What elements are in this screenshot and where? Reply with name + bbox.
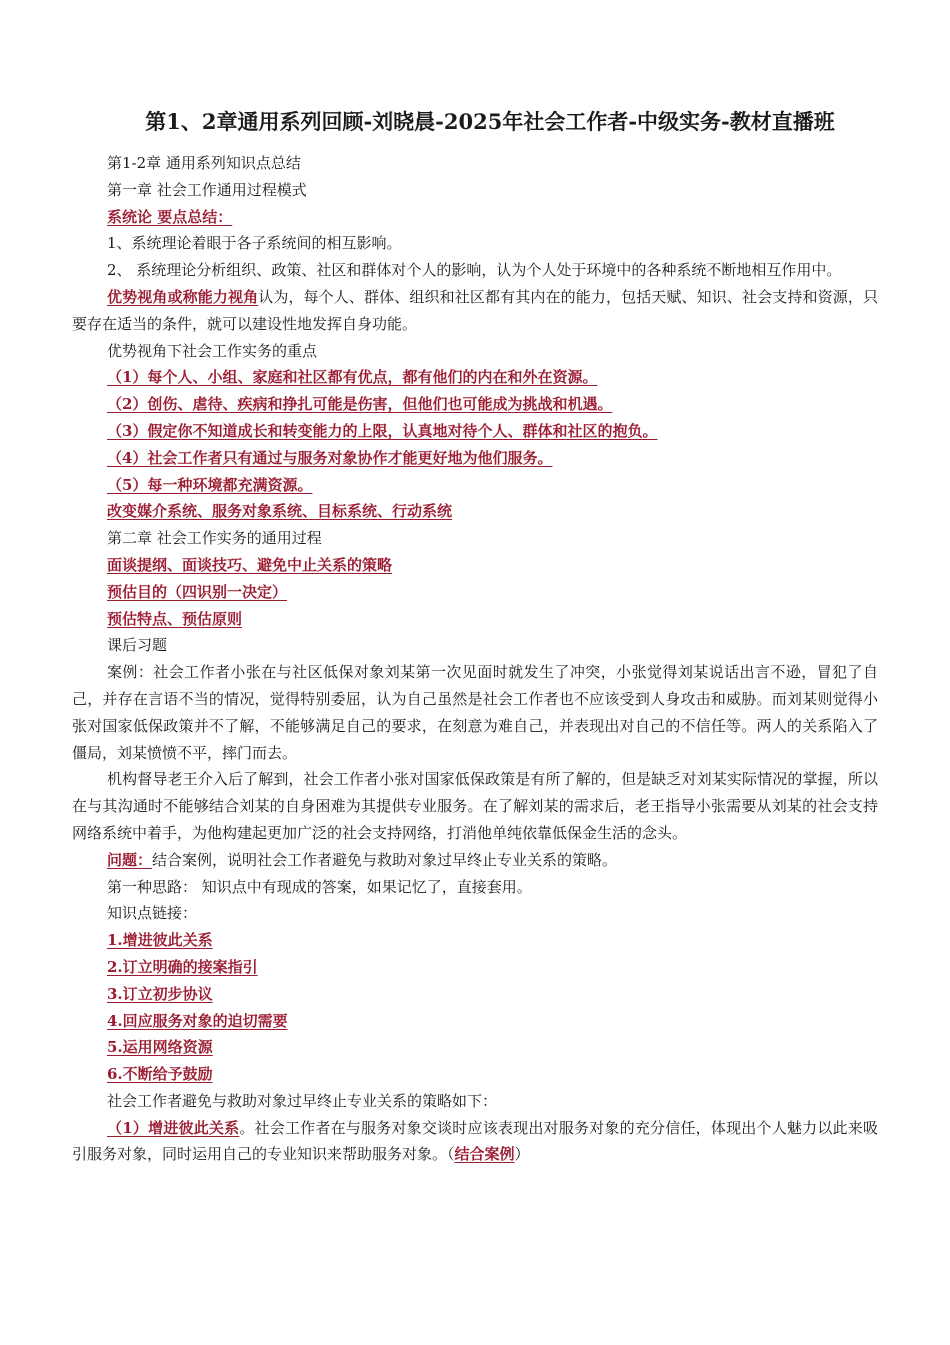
knowledge-link-line (72, 954, 878, 981)
strategy-1-close: ） (514, 1145, 530, 1164)
approach-text: 第一种思路： 知识点中有现成的答案，如果记忆了，直接套用。 (107, 877, 532, 896)
chapter2-point-line (72, 579, 878, 606)
strength-perspective-text: 认为，每个人、群体、组织和社区都有其内在的能力，包括天赋、知识、社会支持和资源，只要存在适当的条件，就可以建设性地发挥自身功能。 (72, 287, 878, 333)
case-paragraph-2: 机构督导老王介入后了解到，社会工作者小张对国家低保政策是有所了解的，但是缺乏对刘某实际情况的掌握，所以在与其沟通时不能够结合刘某的自身困难为其提供专业服务。在了解刘某的需求后，老王指导小张需要从刘某的社会支持网络系统中着手，为他构建起更加广泛的社会支持网络，打消他单纯依靠低保金生活的念头。 (72, 770, 878, 842)
chapter2-point-line (72, 552, 878, 579)
knowledge-link-item: 1.增进彼此关系 (107, 931, 213, 950)
knowledge-link-line (72, 981, 878, 1008)
exercise-heading: 课后习题 (107, 636, 168, 655)
strategy-1-label: （1）增进彼此关系 (107, 1118, 240, 1137)
summary-heading: 第1-2章 通用系列知识点总结 (107, 154, 301, 172)
question-label: 问题： (107, 850, 153, 869)
knowledge-link-item: 4.回应服务对象的迫切需要 (107, 1011, 288, 1030)
knowledge-link-item: 6.不断给予鼓励 (107, 1065, 213, 1084)
document-body (72, 150, 878, 1168)
knowledge-link-line (72, 927, 878, 954)
strength-point: （5）每一种环境都充满资源。 (107, 475, 313, 494)
knowledge-link-heading: 知识点链接： (107, 904, 198, 923)
strength-point-line (72, 364, 878, 391)
knowledge-link-line (72, 1034, 878, 1061)
chapter1-heading: 第一章 社会工作通用过程模式 (107, 180, 307, 199)
strength-focus-heading: 优势视角下社会工作实务的重点 (107, 341, 318, 360)
chapter2-point-line (72, 606, 878, 633)
strength-point: （3）假定你不知道成长和转变能力的上限，认真地对待个人、群体和社区的抱负。 (107, 421, 658, 440)
strength-point: （2）创伤、虐待、疾病和挣扎可能是伤害，但他们也可能成为挑战和机遇。 (107, 395, 613, 414)
strength-point-line (72, 472, 878, 499)
chapter2-point: 预估目的（四识别一决定） (107, 582, 288, 601)
strength-point: （4）社会工作者只有通过与服务对象协作才能更好地为他们服务。 (107, 448, 553, 467)
strategy-1-text: 。社会工作者在与服务对象交谈时应该表现出对服务对象的充分信任，体现出个人魅力以此来吸引服务对象，同时运用自己的专业知识来帮助服务对象。（ (72, 1118, 878, 1164)
systems-theory-label: 系统论 要点总结： (107, 207, 233, 226)
strength-point-line (72, 391, 878, 418)
systems-types: 改变媒介系统、服务对象系统、目标系统、行动系统 (107, 502, 453, 521)
knowledge-link-item: 5.运用网络资源 (107, 1038, 213, 1057)
strength-perspective-paragraph (72, 284, 878, 338)
chapter2-point: 预估特点、预估原则 (107, 609, 243, 628)
strength-point-line (72, 445, 878, 472)
question-text: 结合案例，说明社会工作者避免与救助对象过早终止专业关系的策略。 (152, 850, 618, 869)
knowledge-link-line (72, 1061, 878, 1088)
case-paragraph-1: 案例：社会工作者小张在与社区低保对象刘某第一次见面时就发生了冲突，小张觉得刘某说话出言不逊，冒犯了自己，并存在言语不当的情况，觉得特别委屈，认为自己虽然是社会工作者也不应该受到人身攻击和威胁。而刘某则觉得小张对国家低保政策并不了解，不能够满足自己的要求，在刻意为难自己，并表现出对自己的不信任等。两人的关系陷入了僵局，刘某愤愤不平，摔门而去。 (72, 663, 878, 762)
strength-point-line (72, 418, 878, 445)
chapter2-point: 面谈提纲、面谈技巧、避免中止关系的策略 (107, 555, 393, 574)
strength-point: （1）每个人、小组、家庭和社区都有优点，都有他们的内在和外在资源。 (107, 368, 598, 387)
chapter2-heading: 第二章 社会工作实务的通用过程 (107, 529, 322, 548)
combine-case-label: 结合案例 (454, 1145, 515, 1164)
knowledge-link-line (72, 1008, 878, 1035)
strategy-1-paragraph (72, 1115, 878, 1169)
knowledge-link-item: 3.订立初步协议 (107, 984, 213, 1003)
strategy-intro: 社会工作者避免与救助对象过早终止专业关系的策略如下： (107, 1091, 498, 1110)
question-line (72, 847, 878, 874)
systems-types-line (72, 498, 878, 525)
strength-perspective-label: 优势视角或称能力视角 (107, 287, 259, 306)
knowledge-link-item: 2.订立明确的接案指引 (107, 957, 258, 976)
systems-theory-label-line (72, 204, 878, 231)
systems-point-1: 1、系统理论着眼于各子系统间的相互影响。 (107, 234, 402, 253)
document-title: 第1、2章通用系列回顾-刘晓晨-2025年社会工作者-中级实务-教材直播班 (145, 109, 835, 134)
systems-point-2: 2、 系统理论分析组织、政策、社区和群体对个人的影响，认为个人处于环境中的各种系统不断地相互作用中。 (107, 261, 842, 280)
